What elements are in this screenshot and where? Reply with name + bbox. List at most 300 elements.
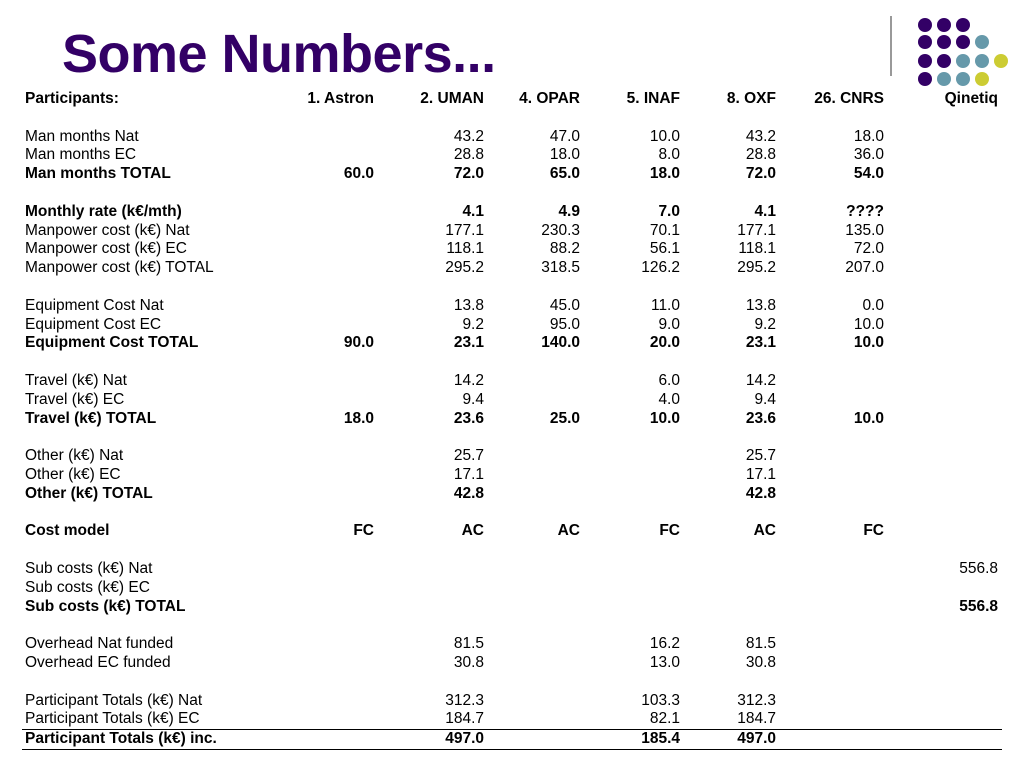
table-row (22, 692, 1002, 711)
spacer-cell (684, 109, 780, 128)
spacer-cell (488, 184, 584, 203)
row-label: Overhead EC funded (25, 653, 171, 671)
spacer-cell (780, 109, 888, 128)
value-cell: 36.0 (853, 146, 884, 164)
spacer-row (22, 109, 1002, 128)
value-cell: 185.4 (584, 730, 684, 750)
spacer-cell (22, 109, 270, 128)
value-cell: 95.0 (549, 315, 580, 333)
value-cell (684, 598, 780, 617)
value-cell (270, 222, 378, 241)
value-cell: FC (353, 522, 374, 540)
decorative-dot (937, 54, 951, 68)
row-label: Other (k€) Nat (25, 447, 124, 465)
value-cell: 4.9 (558, 202, 580, 220)
row-label: Sub costs (k€) TOTAL (25, 597, 186, 615)
spacer-cell (22, 541, 270, 560)
value-cell (888, 654, 1002, 673)
value-cell (488, 598, 584, 617)
spacer-cell (270, 278, 378, 297)
value-cell: 60.0 (343, 165, 374, 183)
spacer-cell (780, 428, 888, 447)
row-label: Equipment Cost EC (25, 315, 162, 333)
spacer-cell (378, 278, 488, 297)
value-cell: 184.7 (445, 710, 484, 728)
table-row (22, 466, 1002, 485)
decorative-dot (956, 72, 970, 86)
spacer-cell (488, 673, 584, 692)
spacer-cell (780, 353, 888, 372)
value-cell: 43.2 (745, 127, 776, 145)
value-cell (270, 372, 378, 391)
value-cell: 90.0 (343, 334, 374, 352)
table-row (22, 259, 1002, 278)
value-cell (270, 692, 378, 711)
value-cell (270, 579, 378, 598)
row-label: Travel (k€) TOTAL (25, 409, 157, 427)
value-cell (488, 692, 584, 711)
header-cell: 2. UMAN (420, 90, 484, 107)
value-cell: 23.1 (453, 334, 484, 352)
header-cell: 4. OPAR (519, 90, 580, 107)
value-cell: 126.2 (641, 259, 680, 277)
row-label: Sub costs (k€) Nat (25, 559, 153, 577)
value-cell (780, 485, 888, 504)
spacer-cell (270, 673, 378, 692)
value-cell (888, 334, 1002, 353)
value-cell: 10.0 (649, 127, 680, 145)
value-cell (584, 598, 684, 617)
value-cell: 43.2 (453, 127, 484, 145)
spacer-cell (888, 184, 1002, 203)
value-cell: 82.1 (649, 710, 680, 728)
spacer-cell (584, 504, 684, 523)
value-cell: ???? (846, 202, 884, 220)
spacer-cell (584, 673, 684, 692)
spacer-cell (888, 109, 1002, 128)
spacer-cell (780, 184, 888, 203)
value-cell (780, 391, 888, 410)
row-label: Man months Nat (25, 127, 139, 145)
value-cell (888, 730, 1002, 750)
spacer-cell (270, 504, 378, 523)
value-cell (780, 560, 888, 579)
value-cell: 10.0 (853, 334, 884, 352)
row-label: Travel (k€) Nat (25, 371, 127, 389)
table-row (22, 391, 1002, 410)
decorative-dot (918, 72, 932, 86)
spacer-row (22, 616, 1002, 635)
value-cell: 20.0 (649, 334, 680, 352)
value-cell (270, 391, 378, 410)
header-cell: Qinetiq (944, 90, 998, 107)
value-cell (270, 710, 378, 729)
value-cell (378, 560, 488, 579)
row-label: Overhead Nat funded (25, 635, 174, 653)
value-cell (888, 410, 1002, 429)
table-row (22, 710, 1002, 729)
header-cell: 1. Astron (307, 90, 374, 107)
table-row (22, 203, 1002, 222)
decorative-dot (937, 18, 951, 32)
table-row (22, 165, 1002, 184)
row-label: Man months EC (25, 146, 137, 164)
value-cell: 10.0 (649, 409, 680, 427)
value-cell: 9.0 (658, 315, 680, 333)
decorative-dot (918, 54, 932, 68)
value-cell (684, 560, 780, 579)
value-cell: 18.0 (549, 146, 580, 164)
table-row (22, 635, 1002, 654)
value-cell (488, 485, 584, 504)
header-cell: 5. INAF (626, 90, 680, 107)
value-cell: FC (863, 522, 884, 540)
value-cell: 118.1 (738, 240, 776, 258)
value-cell: 65.0 (549, 165, 580, 183)
value-cell (270, 635, 378, 654)
spacer-cell (780, 616, 888, 635)
value-cell: 42.8 (745, 484, 776, 502)
value-cell (780, 692, 888, 711)
value-cell: 56.1 (649, 240, 680, 258)
value-cell: 6.0 (658, 371, 680, 389)
decorative-dot (956, 54, 970, 68)
spacer-cell (888, 541, 1002, 560)
table-row (22, 654, 1002, 673)
value-cell (888, 635, 1002, 654)
value-cell: 54.0 (853, 165, 884, 183)
spacer-cell (22, 353, 270, 372)
spacer-cell (488, 541, 584, 560)
spacer-row (22, 353, 1002, 372)
spacer-cell (378, 616, 488, 635)
value-cell: 497.0 (684, 730, 780, 750)
value-cell (488, 635, 584, 654)
table-row (22, 334, 1002, 353)
table-row (22, 598, 1002, 617)
spacer-cell (584, 184, 684, 203)
value-cell (888, 485, 1002, 504)
value-cell: 72.0 (853, 240, 884, 258)
value-cell: 295.2 (445, 259, 484, 277)
decorative-dot (918, 35, 932, 49)
value-cell: 81.5 (745, 635, 776, 653)
value-cell: 25.7 (745, 447, 776, 465)
value-cell: 312.3 (737, 691, 776, 709)
table-row (22, 240, 1002, 259)
value-cell: 45.0 (549, 296, 580, 314)
spacer-cell (378, 673, 488, 692)
spacer-row (22, 673, 1002, 692)
decorative-dot (975, 35, 989, 49)
value-cell: 135.0 (845, 221, 884, 239)
value-cell (584, 579, 684, 598)
spacer-cell (584, 616, 684, 635)
header-cell: Participants: (25, 90, 119, 107)
value-cell (270, 447, 378, 466)
spacer-cell (584, 109, 684, 128)
value-cell: 556.8 (959, 597, 998, 615)
table-row (22, 372, 1002, 391)
decorative-dot (975, 54, 989, 68)
value-cell (888, 203, 1002, 222)
value-cell (270, 146, 378, 165)
spacer-cell (378, 184, 488, 203)
value-cell: 0.0 (862, 296, 884, 314)
budget-table (22, 90, 1002, 750)
value-cell (270, 654, 378, 673)
value-cell (888, 710, 1002, 729)
value-cell: 18.0 (853, 127, 884, 145)
value-cell (888, 222, 1002, 241)
value-cell: 14.2 (453, 371, 484, 389)
decorative-dot (956, 18, 970, 32)
table-row (22, 410, 1002, 429)
spacer-cell (270, 184, 378, 203)
row-label: Sub costs (k€) EC (25, 578, 150, 596)
value-cell (270, 598, 378, 617)
value-cell: 23.1 (745, 334, 776, 352)
value-cell: 10.0 (853, 315, 884, 333)
spacer-cell (378, 541, 488, 560)
decorative-dot (956, 35, 970, 49)
spacer-cell (684, 278, 780, 297)
spacer-cell (684, 428, 780, 447)
value-cell (270, 203, 378, 222)
value-cell (488, 372, 584, 391)
value-cell (888, 372, 1002, 391)
value-cell (888, 259, 1002, 278)
spacer-cell (22, 504, 270, 523)
row-label: Equipment Cost Nat (25, 296, 164, 314)
spacer-cell (270, 541, 378, 560)
value-cell (270, 316, 378, 335)
row-label: Monthly rate (k€/mth) (25, 202, 182, 220)
value-cell: 14.2 (745, 371, 776, 389)
value-cell (780, 710, 888, 729)
value-cell (888, 391, 1002, 410)
value-cell (270, 485, 378, 504)
spacer-cell (270, 109, 378, 128)
value-cell (780, 466, 888, 485)
spacer-cell (378, 353, 488, 372)
decorative-dot (994, 54, 1008, 68)
value-cell (488, 391, 584, 410)
spacer-cell (488, 616, 584, 635)
table-body (22, 109, 1002, 750)
value-cell (270, 259, 378, 278)
value-cell (584, 560, 684, 579)
decorative-dot (937, 35, 951, 49)
spacer-cell (684, 353, 780, 372)
table-header-row (22, 90, 1002, 109)
value-cell (780, 635, 888, 654)
row-label: Participant Totals (k€) Nat (25, 691, 203, 709)
spacer-row (22, 428, 1002, 447)
value-cell: AC (557, 522, 580, 540)
value-cell (888, 522, 1002, 541)
table-row (22, 560, 1002, 579)
value-cell (270, 297, 378, 316)
page-title: Some Numbers... (62, 24, 496, 84)
value-cell: 72.0 (453, 165, 484, 183)
value-cell (780, 372, 888, 391)
spacer-cell (780, 673, 888, 692)
value-cell: 18.0 (649, 165, 680, 183)
value-cell (780, 579, 888, 598)
value-cell: 140.0 (541, 334, 580, 352)
value-cell (378, 579, 488, 598)
value-cell: 10.0 (853, 409, 884, 427)
value-cell: 9.2 (462, 315, 484, 333)
table-row (22, 579, 1002, 598)
value-cell: 81.5 (453, 635, 484, 653)
value-cell: 9.4 (754, 390, 776, 408)
value-cell: 8.0 (658, 146, 680, 164)
value-cell: 207.0 (845, 259, 884, 277)
value-cell: 30.8 (453, 653, 484, 671)
value-cell: 30.8 (745, 653, 776, 671)
value-cell: 18.0 (343, 409, 374, 427)
spacer-cell (378, 504, 488, 523)
value-cell: 177.1 (737, 221, 776, 239)
table-row (22, 146, 1002, 165)
value-cell: 103.3 (641, 691, 680, 709)
spacer-cell (684, 184, 780, 203)
value-cell: 25.7 (453, 447, 484, 465)
spacer-cell (488, 109, 584, 128)
value-cell (270, 128, 378, 147)
value-cell: 17.1 (745, 465, 776, 483)
spacer-cell (22, 616, 270, 635)
value-cell (888, 466, 1002, 485)
value-cell: 70.1 (649, 221, 680, 239)
value-cell: 13.8 (453, 296, 484, 314)
table-row (22, 222, 1002, 241)
value-cell: AC (461, 522, 484, 540)
decorative-dot (918, 18, 932, 32)
value-cell (888, 579, 1002, 598)
value-cell (888, 297, 1002, 316)
table-row (22, 128, 1002, 147)
value-cell (488, 579, 584, 598)
table-row (22, 447, 1002, 466)
spacer-cell (888, 278, 1002, 297)
spacer-cell (888, 504, 1002, 523)
value-cell: 177.1 (445, 221, 484, 239)
value-cell (270, 240, 378, 259)
value-cell: 4.1 (754, 202, 776, 220)
value-cell: 7.0 (658, 202, 680, 220)
spacer-cell (584, 278, 684, 297)
value-cell: 23.6 (745, 409, 776, 427)
row-label: Other (k€) TOTAL (25, 484, 153, 502)
value-cell: 25.0 (549, 409, 580, 427)
decorative-dot (975, 72, 989, 86)
value-cell (488, 466, 584, 485)
spacer-cell (780, 541, 888, 560)
value-cell: 9.4 (462, 390, 484, 408)
spacer-cell (270, 616, 378, 635)
value-cell (888, 447, 1002, 466)
table-row (22, 730, 1002, 750)
value-cell: 556.8 (959, 559, 998, 577)
value-cell: 23.6 (453, 409, 484, 427)
value-cell (780, 447, 888, 466)
spacer-cell (488, 278, 584, 297)
value-cell: 42.8 (453, 484, 484, 502)
value-cell: 295.2 (737, 259, 776, 277)
row-label: Manpower cost (k€) EC (25, 240, 187, 258)
header-cell: 8. OXF (726, 90, 776, 107)
row-label: Equipment Cost TOTAL (25, 334, 199, 352)
value-cell (780, 730, 888, 750)
spacer-cell (780, 278, 888, 297)
spacer-row (22, 278, 1002, 297)
value-cell (888, 316, 1002, 335)
spacer-row (22, 184, 1002, 203)
value-cell: 9.2 (754, 315, 776, 333)
value-cell (488, 447, 584, 466)
value-cell (888, 692, 1002, 711)
value-cell: 497.0 (378, 730, 488, 750)
spacer-cell (684, 504, 780, 523)
spacer-cell (270, 353, 378, 372)
spacer-row (22, 504, 1002, 523)
row-label: Cost model (25, 522, 110, 540)
spacer-cell (888, 428, 1002, 447)
spacer-cell (378, 428, 488, 447)
value-cell: 28.8 (745, 146, 776, 164)
spacer-cell (684, 616, 780, 635)
value-cell: AC (753, 522, 776, 540)
value-cell: 88.2 (549, 240, 580, 258)
row-label: Man months TOTAL (25, 165, 171, 183)
spacer-cell (888, 353, 1002, 372)
value-cell (584, 447, 684, 466)
row-label: Other (k€) EC (25, 465, 121, 483)
value-cell: 16.2 (649, 635, 680, 653)
spacer-cell (22, 278, 270, 297)
value-cell: 318.5 (541, 259, 580, 277)
row-label: Participant Totals (k€) inc. (22, 730, 270, 750)
spacer-cell (22, 184, 270, 203)
spacer-cell (488, 504, 584, 523)
value-cell: 4.1 (462, 202, 484, 220)
table-row (22, 316, 1002, 335)
value-cell (378, 598, 488, 617)
value-cell (488, 710, 584, 729)
spacer-cell (780, 504, 888, 523)
value-cell (888, 146, 1002, 165)
value-cell (584, 485, 684, 504)
value-cell (888, 240, 1002, 259)
value-cell (780, 654, 888, 673)
row-label: Manpower cost (k€) TOTAL (25, 259, 214, 277)
spacer-cell (488, 353, 584, 372)
spacer-cell (22, 673, 270, 692)
spacer-cell (22, 428, 270, 447)
value-cell: 230.3 (541, 221, 580, 239)
header-cell: 26. CNRS (814, 90, 884, 107)
value-cell: 118.1 (446, 240, 484, 258)
table-row (22, 297, 1002, 316)
value-cell (584, 466, 684, 485)
table-row (22, 485, 1002, 504)
value-cell (270, 730, 378, 750)
spacer-cell (888, 616, 1002, 635)
value-cell: 72.0 (745, 165, 776, 183)
